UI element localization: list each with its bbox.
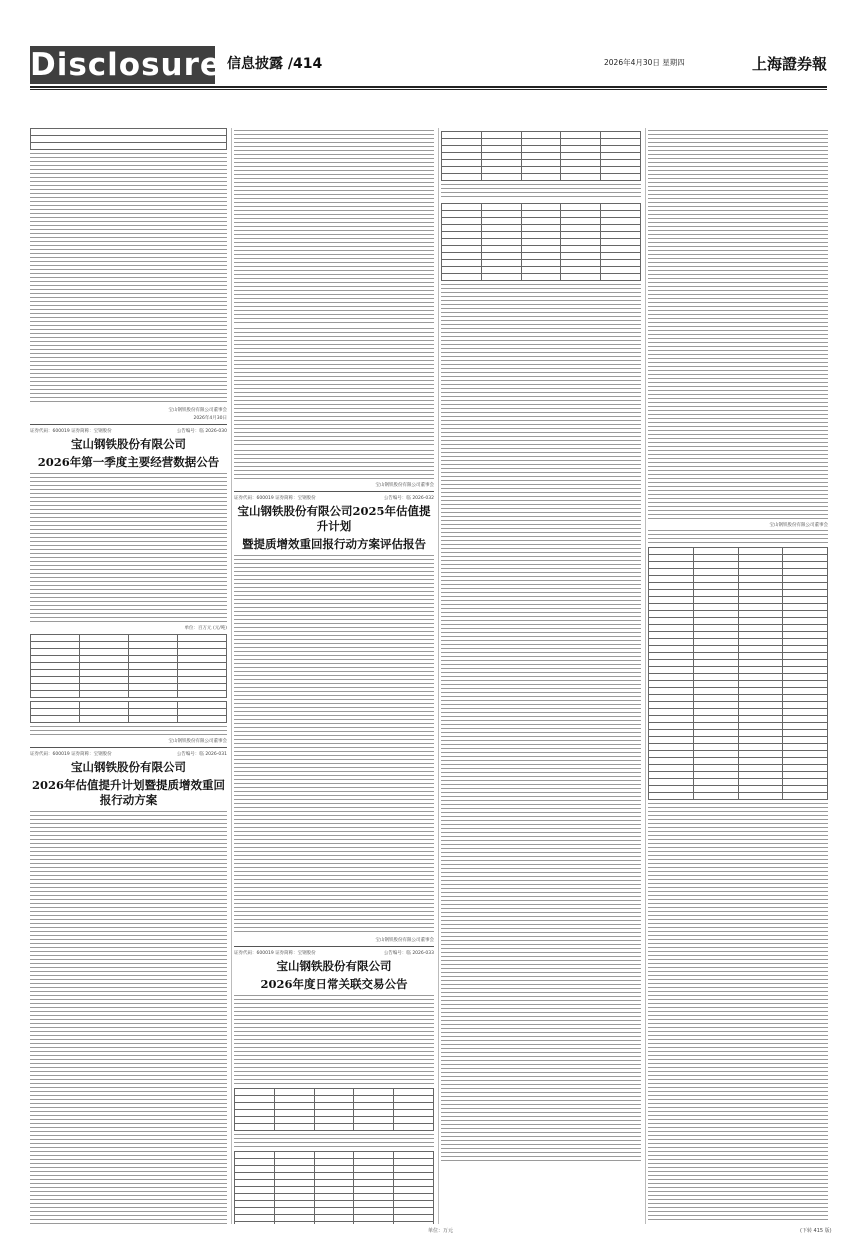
column-divider xyxy=(645,128,646,1224)
board-signoff: 宝山钢铁股份有限公司董事会 xyxy=(168,408,227,413)
text-block xyxy=(441,284,641,1164)
board-signoff: 宝山钢铁股份有限公司董事会 xyxy=(168,739,227,744)
separator xyxy=(30,424,227,425)
column-2 xyxy=(234,128,434,1224)
disclosure-logo: Disclosure xyxy=(30,47,222,83)
separator xyxy=(234,946,434,947)
board-signoff: 宝山钢铁股份有限公司董事会 xyxy=(375,483,434,488)
text-block xyxy=(234,995,434,1085)
forecast-table xyxy=(441,203,641,281)
text-block xyxy=(234,1134,434,1148)
evaluation-table xyxy=(441,131,641,181)
column-divider xyxy=(231,128,232,1224)
header-rule-thin xyxy=(30,89,827,90)
info-table xyxy=(30,128,227,150)
announcement-meta: 证券代码：600019 证券简称：宝钢股份 公告编号：临 2026-033 xyxy=(234,951,434,956)
text-block xyxy=(234,328,434,448)
separator xyxy=(234,491,434,492)
related-party-detail-table xyxy=(648,547,828,800)
board-signoff: 宝山钢铁股份有限公司董事会 xyxy=(769,523,828,528)
company-name: 宝山钢铁股份有限公司 xyxy=(71,437,186,451)
signoff-date: 2026年4月30日 xyxy=(193,416,227,421)
separator xyxy=(30,747,227,748)
price-data-table xyxy=(30,701,227,723)
company-name: 宝山钢铁股份有限公司 xyxy=(276,959,392,973)
section-title: 信息披露 /414 xyxy=(227,56,323,72)
announcement-title: 暨提质增效重回报行动方案评估报告 xyxy=(242,537,426,551)
announcement-title: 2026年度日常关联交易公告 xyxy=(260,977,408,991)
announcement-title: 2026年第一季度主要经营数据公告 xyxy=(37,455,220,469)
announcement-meta: 证券代码：600019 证券简称：宝钢股份 公告编号：临 2026-030 xyxy=(30,429,227,434)
text-block xyxy=(30,153,227,363)
newspaper-name: 上海證券報 xyxy=(751,55,827,73)
text-block xyxy=(30,811,227,1224)
text-block xyxy=(30,726,227,736)
column-3 xyxy=(441,128,641,1224)
issue-date: 2026年4月30日 星期四 xyxy=(604,58,685,67)
text-block xyxy=(30,365,227,405)
company-name: 宝山钢铁股份有限公司 xyxy=(71,760,186,774)
board-signoff: 宝山钢铁股份有限公司董事会 xyxy=(375,938,434,943)
announcement-meta: 证券代码：600019 证券简称：宝钢股份 公告编号：临 2026-031 xyxy=(30,752,227,757)
announcement-meta: 证券代码：600019 证券简称：宝钢股份 公告编号：临 2026-032 xyxy=(234,496,434,501)
text-block xyxy=(234,450,434,480)
text-block xyxy=(30,473,227,623)
column-1 xyxy=(30,128,227,1224)
unit-note: 单位：万元 xyxy=(428,1228,454,1234)
operating-data-table xyxy=(30,634,227,698)
company-name: 宝山钢铁股份有限公司2025年估值提升计划 xyxy=(237,504,431,533)
text-block xyxy=(648,130,828,520)
text-block xyxy=(648,530,828,544)
continued-note: (下转 415 版) xyxy=(800,1228,832,1234)
masthead xyxy=(30,46,827,84)
text-block xyxy=(648,803,828,1223)
header-rule xyxy=(30,86,827,88)
column-divider xyxy=(438,128,439,1224)
text-block xyxy=(441,184,641,200)
related-party-table xyxy=(234,1151,434,1224)
announcement-title: 2026年估值提升计划暨提质增效重回报行动方案 xyxy=(31,778,225,807)
related-trade-table xyxy=(234,1088,434,1131)
text-block xyxy=(234,130,434,326)
column-4 xyxy=(648,128,828,1224)
text-block xyxy=(234,555,434,935)
table-unit: 单位：百万元 (元/吨) xyxy=(184,626,227,631)
